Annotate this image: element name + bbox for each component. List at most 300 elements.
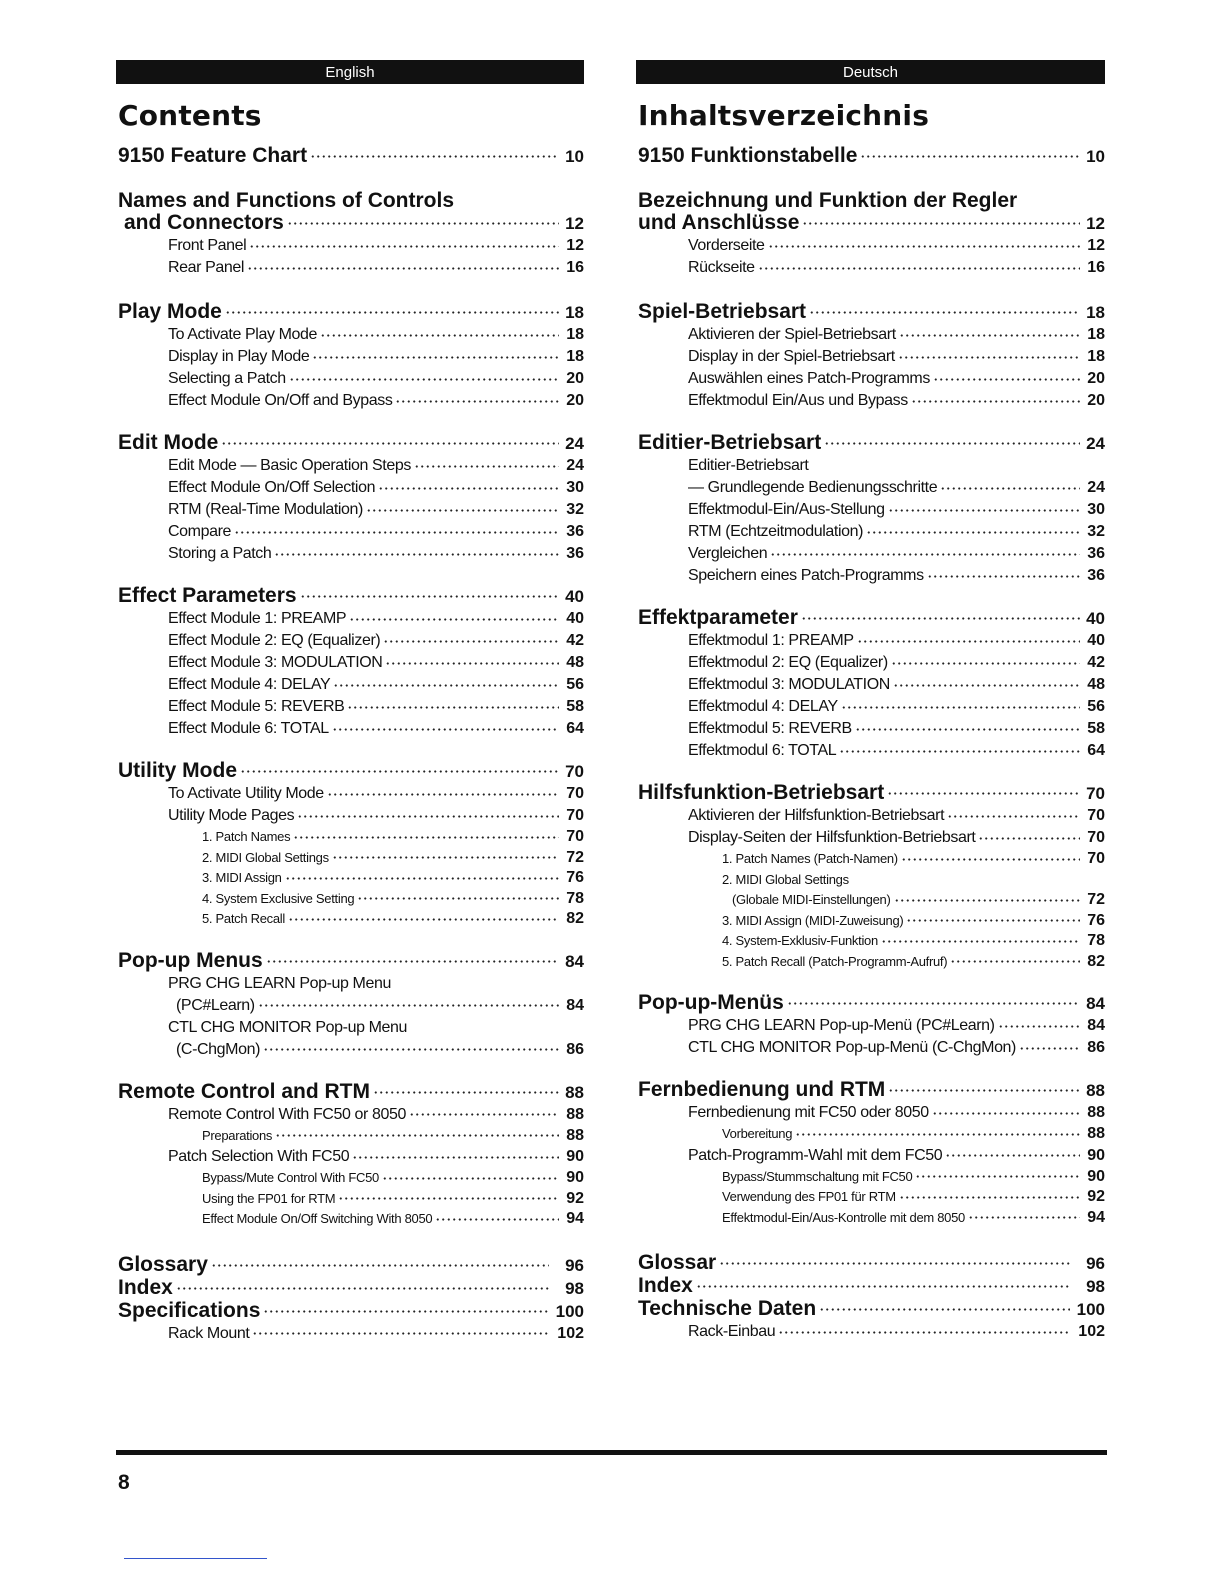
toc-entry[interactable] bbox=[636, 499, 1105, 521]
dot-leader bbox=[770, 553, 1080, 556]
toc-subentry[interactable] bbox=[636, 952, 1105, 973]
toc-section-controls bbox=[636, 190, 1105, 279]
page-ref: 70 bbox=[1086, 784, 1105, 803]
toc-entry-label: (C-ChgMon) bbox=[176, 1040, 261, 1058]
toc-entry[interactable] bbox=[116, 630, 584, 652]
dot-leader bbox=[860, 155, 1080, 158]
toc-entry[interactable] bbox=[116, 696, 584, 718]
toc-section-utility-mode bbox=[116, 760, 584, 930]
toc-subentry[interactable] bbox=[636, 1124, 1105, 1145]
toc-heading[interactable] bbox=[636, 1275, 1105, 1298]
dot-leader bbox=[819, 1308, 1070, 1311]
toc-heading[interactable] bbox=[636, 145, 1105, 168]
toc-entry[interactable] bbox=[636, 1037, 1105, 1059]
toc-entry[interactable] bbox=[636, 696, 1105, 718]
toc-subentry[interactable] bbox=[636, 849, 1105, 870]
toc-heading-title: Effect Parameters bbox=[118, 584, 297, 607]
language-label: Deutsch bbox=[842, 64, 899, 81]
dot-leader bbox=[225, 311, 559, 314]
page-ref: 82 bbox=[566, 910, 584, 927]
dot-leader bbox=[933, 378, 1080, 381]
toc-heading[interactable] bbox=[116, 212, 584, 235]
dot-leader bbox=[778, 1331, 1070, 1334]
toc-section-play-mode bbox=[116, 301, 584, 412]
page-ref: 30 bbox=[1087, 501, 1105, 518]
toc-subentry-label: 2. MIDI Global Settings bbox=[202, 849, 329, 865]
toc-subentry-label: 4. System Exclusive Setting bbox=[202, 890, 355, 906]
toc-entry[interactable] bbox=[636, 477, 1105, 499]
toc-heading[interactable] bbox=[636, 1298, 1105, 1321]
toc-heading[interactable] bbox=[636, 1252, 1105, 1275]
toc-heading-title: Utility Mode bbox=[118, 759, 237, 782]
toc-heading-title: Glossar bbox=[638, 1251, 717, 1274]
toc-subentry-label: 5. Patch Recall (Patch-Programm-Aufruf) bbox=[722, 953, 948, 969]
dot-leader bbox=[719, 1262, 1070, 1265]
toc-subentry-label: 1. Patch Names (Patch-Namen) bbox=[722, 851, 898, 866]
dot-leader bbox=[288, 918, 559, 921]
toc-entry[interactable] bbox=[116, 718, 584, 740]
dot-leader bbox=[383, 640, 559, 643]
toc-entry[interactable] bbox=[116, 1323, 584, 1345]
page-ref: 84 bbox=[565, 951, 584, 971]
dot-leader bbox=[395, 400, 559, 403]
page-ref: 92 bbox=[1087, 1188, 1105, 1205]
dot-leader bbox=[221, 442, 559, 445]
dot-leader bbox=[787, 1002, 1080, 1005]
toc-entry[interactable] bbox=[636, 565, 1105, 587]
toc-section-popup-menus bbox=[116, 950, 584, 1061]
page-ref: 20 bbox=[566, 392, 584, 409]
dot-leader bbox=[252, 1332, 549, 1335]
dot-leader bbox=[801, 617, 1080, 620]
page-ref: 100 bbox=[555, 1301, 584, 1321]
toc-section-effect-parameters bbox=[116, 585, 584, 740]
toc-entry[interactable] bbox=[116, 608, 584, 630]
page-ref: 20 bbox=[566, 370, 584, 387]
toc-entry[interactable] bbox=[116, 455, 584, 477]
dot-leader bbox=[247, 267, 559, 270]
toc-section-effect-parameters bbox=[636, 607, 1105, 762]
dot-leader bbox=[841, 706, 1080, 709]
toc-entry-label: RTM (Echtzeitmodulation) bbox=[688, 523, 864, 540]
toc-heading[interactable] bbox=[636, 301, 1105, 324]
toc-entry-label: Remote Control With FC50 or 8050 bbox=[168, 1105, 406, 1123]
toc-entry-line1[interactable]: PRG CHG LEARN Pop-up Menu bbox=[168, 974, 391, 992]
page-ref: 42 bbox=[566, 632, 584, 649]
page-ref: 88 bbox=[566, 1126, 584, 1144]
page-ref: 82 bbox=[1087, 952, 1105, 970]
dot-leader bbox=[263, 1310, 549, 1313]
link-underline bbox=[124, 1558, 267, 1559]
toc-entry[interactable] bbox=[116, 1104, 584, 1126]
dot-leader bbox=[352, 1156, 559, 1159]
toc-entry[interactable] bbox=[116, 521, 584, 543]
page-ref: 98 bbox=[565, 1278, 584, 1298]
page-ref: 18 bbox=[566, 326, 584, 343]
toc-heading-title: 9150 Feature Chart bbox=[118, 144, 308, 167]
toc-entry-label: To Activate Play Mode bbox=[168, 326, 318, 343]
page-ref: 56 bbox=[1087, 698, 1105, 715]
toc-entry[interactable] bbox=[116, 805, 584, 827]
dot-leader bbox=[893, 684, 1080, 687]
toc-entry-label: Fernbedienung mit FC50 oder 8050 bbox=[688, 1104, 929, 1121]
toc-subentry[interactable] bbox=[636, 1208, 1105, 1229]
toc-entry[interactable] bbox=[116, 543, 584, 565]
toc-entry-label: — Grundlegende Bedienungsschritte bbox=[688, 479, 938, 496]
toc-heading[interactable] bbox=[116, 145, 584, 168]
language-header-bar bbox=[636, 60, 1105, 84]
toc-subentry-label: Bypass/Stummschaltung mit FC50 bbox=[722, 1168, 913, 1184]
toc-entry-label: Vergleichen bbox=[688, 545, 768, 562]
language-header-bar bbox=[116, 60, 584, 84]
toc-heading-line1[interactable]: Names and Functions of Controls bbox=[118, 189, 455, 212]
toc-subentry-label: Effect Module On/Off Switching With 8050 bbox=[202, 1211, 433, 1226]
dot-leader bbox=[176, 1287, 549, 1290]
dot-leader bbox=[274, 553, 559, 556]
toc-entry[interactable] bbox=[636, 827, 1105, 849]
page-ref: 64 bbox=[1087, 742, 1105, 759]
toc-section-remote-control bbox=[116, 1081, 584, 1230]
dot-leader bbox=[289, 378, 559, 381]
toc-entry[interactable] bbox=[636, 543, 1105, 565]
toc-entry[interactable] bbox=[636, 390, 1105, 412]
toc-entry[interactable] bbox=[636, 630, 1105, 652]
page-ref: 24 bbox=[1087, 479, 1105, 496]
toc-subentry-label: 3. MIDI Assign bbox=[202, 870, 282, 885]
toc-entry-label: Effect Module On/Off and Bypass bbox=[168, 392, 393, 409]
page-ref: 40 bbox=[1087, 632, 1105, 649]
page-ref: 32 bbox=[1087, 523, 1105, 540]
toc-entry[interactable] bbox=[116, 674, 584, 696]
toc-subentry[interactable] bbox=[636, 890, 1105, 911]
page-ref: 36 bbox=[1087, 545, 1105, 562]
toc-entry-label: Patch Selection With FC50 bbox=[168, 1148, 350, 1165]
dot-leader bbox=[1019, 1047, 1080, 1050]
toc-subentry-label: Preparations bbox=[202, 1127, 273, 1143]
page-ref: 16 bbox=[1087, 259, 1105, 276]
toc-entry[interactable] bbox=[116, 390, 584, 412]
toc-entry-label: Effect Module 6: TOTAL bbox=[168, 720, 329, 737]
toc-entry-label: Speichern eines Patch-Programms bbox=[688, 567, 924, 584]
toc-entry-label: Effektmodul-Ein/Aus-Stellung bbox=[688, 501, 885, 518]
toc-subentry[interactable] bbox=[116, 827, 584, 848]
dot-leader bbox=[866, 531, 1080, 534]
toc-entry-label: Display-Seiten der Hilfsfunktion-Betriebsart bbox=[688, 829, 976, 846]
toc-heading[interactable] bbox=[116, 1277, 584, 1300]
page-ref: 32 bbox=[566, 501, 584, 518]
dot-leader bbox=[795, 1133, 1080, 1136]
dot-leader bbox=[357, 897, 559, 900]
toc-section-controls bbox=[116, 190, 584, 279]
page-ref: 88 bbox=[565, 1082, 584, 1102]
page-number: 8 bbox=[118, 1471, 130, 1494]
toc-heading-title: Technische Daten bbox=[638, 1297, 817, 1320]
toc-entry[interactable] bbox=[116, 346, 584, 368]
toc-section-feature-chart bbox=[636, 145, 1105, 168]
dot-leader bbox=[901, 858, 1080, 861]
dot-leader bbox=[824, 442, 1080, 445]
toc-heading[interactable] bbox=[636, 212, 1105, 235]
toc-entry[interactable] bbox=[116, 368, 584, 390]
toc-heading[interactable] bbox=[636, 992, 1105, 1015]
page-ref: 70 bbox=[1087, 829, 1105, 846]
toc-entry[interactable] bbox=[116, 235, 584, 257]
page-ref: 12 bbox=[1087, 237, 1105, 254]
dot-leader bbox=[881, 940, 1080, 943]
page-ref: 90 bbox=[566, 1169, 584, 1186]
page-ref: 18 bbox=[1087, 348, 1105, 365]
toc-entry-label: Effektmodul 6: TOTAL bbox=[688, 742, 837, 759]
page-ref: 72 bbox=[1087, 891, 1105, 908]
toc-entry[interactable] bbox=[116, 477, 584, 499]
dot-leader bbox=[378, 487, 559, 490]
page-ref: 48 bbox=[1087, 676, 1105, 693]
page-ref: 84 bbox=[1086, 994, 1105, 1013]
page-ref: 24 bbox=[1086, 434, 1105, 453]
toc-entry[interactable] bbox=[636, 1145, 1105, 1167]
dot-leader bbox=[887, 792, 1080, 795]
toc-entry[interactable] bbox=[636, 674, 1105, 696]
toc-subentry[interactable] bbox=[116, 848, 584, 869]
toc-heading[interactable] bbox=[116, 1254, 584, 1277]
toc-subentry[interactable] bbox=[636, 1167, 1105, 1188]
page-ref: 102 bbox=[1078, 1323, 1105, 1340]
toc-entry-label: (PC#Learn) bbox=[176, 996, 255, 1014]
toc-heading[interactable] bbox=[116, 301, 584, 324]
dot-leader bbox=[338, 1197, 559, 1200]
dot-leader bbox=[349, 618, 559, 621]
toc-entry-label: Aktivieren der Hilfsfunktion-Betriebsart bbox=[688, 807, 945, 824]
page-ref: 20 bbox=[1087, 392, 1105, 409]
toc-entry[interactable] bbox=[636, 521, 1105, 543]
page-ref: 94 bbox=[1087, 1208, 1105, 1226]
toc-entry-label: Effektmodul 1: PREAMP bbox=[688, 632, 854, 649]
toc-heading[interactable] bbox=[116, 432, 584, 455]
toc-heading[interactable] bbox=[116, 585, 584, 608]
toc-subentry-label: 1. Patch Names bbox=[202, 829, 291, 844]
toc-subentry-label: 4. System-Exklusiv-Funktion bbox=[722, 933, 878, 948]
dot-leader bbox=[234, 531, 559, 534]
toc-entry-label: Effektmodul Ein/Aus und Bypass bbox=[688, 392, 908, 409]
dot-leader bbox=[409, 1113, 559, 1116]
page-ref: 36 bbox=[1087, 567, 1105, 584]
dot-leader bbox=[435, 1218, 559, 1221]
toc-subentry[interactable] bbox=[116, 1209, 584, 1230]
dot-leader bbox=[978, 837, 1080, 840]
toc-subentry[interactable] bbox=[116, 868, 584, 889]
toc-entry[interactable] bbox=[636, 652, 1105, 674]
page-ref: 84 bbox=[1087, 1017, 1105, 1034]
toc-entry-label: Patch-Programm-Wahl mit dem FC50 bbox=[688, 1146, 943, 1164]
page-ref: 16 bbox=[566, 259, 584, 276]
toc-entry[interactable] bbox=[116, 257, 584, 279]
language-label: English bbox=[325, 64, 375, 81]
dot-leader bbox=[911, 400, 1080, 403]
dot-leader bbox=[940, 487, 1080, 490]
dot-leader bbox=[385, 662, 559, 665]
toc-subentry-label: Vorbereitung bbox=[722, 1126, 793, 1141]
dot-leader bbox=[802, 222, 1080, 225]
page-ref: 70 bbox=[566, 828, 584, 845]
toc-subentry[interactable] bbox=[636, 911, 1105, 932]
dot-leader bbox=[899, 1196, 1080, 1199]
page-ref: 64 bbox=[566, 720, 584, 737]
toc-entry[interactable] bbox=[116, 324, 584, 346]
page-ref: 18 bbox=[566, 348, 584, 365]
toc-entry-label: Effect Module 5: REVERB bbox=[168, 698, 345, 715]
page-ref: 88 bbox=[566, 1105, 584, 1123]
page-ref: 96 bbox=[1086, 1254, 1105, 1273]
page-ref: 90 bbox=[566, 1148, 584, 1165]
toc-heading-title: Editier-Betriebsart bbox=[638, 431, 822, 454]
toc-entry[interactable] bbox=[636, 257, 1105, 279]
page-ref: 70 bbox=[1087, 807, 1105, 824]
toc-subentry[interactable] bbox=[116, 909, 584, 930]
toc-entry-label: Effektmodul 4: DELAY bbox=[688, 698, 838, 715]
dot-leader bbox=[414, 465, 559, 468]
toc-heading-title: Effektparameter bbox=[638, 606, 798, 629]
toc-entry-label: Utility Mode Pages bbox=[168, 807, 295, 824]
toc-entry[interactable] bbox=[636, 346, 1105, 368]
toc-entry[interactable] bbox=[636, 740, 1105, 762]
toc-entry[interactable] bbox=[116, 1039, 584, 1061]
toc-entry[interactable] bbox=[116, 995, 584, 1017]
toc-subentry[interactable] bbox=[116, 1126, 584, 1147]
toc-subentry[interactable] bbox=[116, 889, 584, 910]
page-ref: 98 bbox=[1086, 1277, 1105, 1296]
toc-entry[interactable] bbox=[636, 718, 1105, 740]
dot-leader bbox=[332, 856, 559, 859]
page-ref: 96 bbox=[565, 1255, 584, 1275]
toc-subentry-label: (Globale MIDI-Einstellungen) bbox=[732, 892, 891, 907]
toc-heading-line1[interactable]: Bezeichnung und Funktion der Regler bbox=[638, 189, 1018, 212]
toc-entry-label: RTM (Real-Time Modulation) bbox=[168, 501, 363, 518]
page-ref: 70 bbox=[566, 785, 584, 802]
dot-leader bbox=[696, 1285, 1070, 1288]
toc-entry[interactable] bbox=[116, 652, 584, 674]
page-ref: 24 bbox=[565, 434, 584, 453]
toc-entry[interactable] bbox=[636, 324, 1105, 346]
dot-leader bbox=[855, 728, 1080, 731]
page-ref: 58 bbox=[566, 698, 584, 715]
toc-heading[interactable] bbox=[636, 432, 1105, 455]
toc-entry-label: PRG CHG LEARN Pop-up-Menü (PC#Learn) bbox=[688, 1017, 995, 1034]
toc-heading[interactable] bbox=[116, 1300, 584, 1323]
toc-heading[interactable] bbox=[636, 607, 1105, 630]
page-ref: 40 bbox=[1086, 609, 1105, 628]
toc-heading[interactable] bbox=[116, 760, 584, 783]
page-ref: 36 bbox=[566, 523, 584, 540]
dot-leader bbox=[857, 640, 1080, 643]
page-ref: 102 bbox=[557, 1324, 584, 1342]
toc-entry-label: Rear Panel bbox=[168, 259, 245, 276]
toc-entry[interactable] bbox=[636, 1102, 1105, 1124]
dot-leader bbox=[998, 1025, 1080, 1028]
toc-entry[interactable] bbox=[116, 499, 584, 521]
toc-subentry[interactable] bbox=[636, 1187, 1105, 1208]
toc-subentry-line1[interactable]: 2. MIDI Global Settings bbox=[722, 871, 849, 887]
dot-leader bbox=[300, 595, 559, 598]
toc-heading-title: Hilfsfunktion-Betriebsart bbox=[638, 781, 885, 804]
toc-subentry[interactable] bbox=[116, 1168, 584, 1189]
dot-leader bbox=[906, 919, 1080, 922]
page-ref: 18 bbox=[1086, 303, 1105, 322]
toc-subentry[interactable] bbox=[116, 1189, 584, 1210]
toc-entry[interactable] bbox=[636, 805, 1105, 827]
dot-leader bbox=[945, 1154, 1080, 1157]
toc-section-feature-chart bbox=[116, 145, 584, 168]
toc-heading-title: Pop-up Menus bbox=[118, 948, 263, 972]
dot-leader bbox=[373, 1091, 559, 1094]
dot-leader bbox=[839, 750, 1080, 753]
dot-leader bbox=[266, 960, 559, 963]
dot-leader bbox=[768, 245, 1080, 248]
page-ref: 88 bbox=[1086, 1081, 1105, 1100]
toc-subentry[interactable] bbox=[636, 931, 1105, 952]
dot-leader bbox=[211, 1264, 549, 1267]
toc-section-utility-mode bbox=[636, 782, 1105, 972]
toc-subentry-label: Effektmodul-Ein/Aus-Kontrolle mit dem 8050 bbox=[722, 1209, 965, 1225]
page-ref: 40 bbox=[565, 587, 584, 606]
dot-leader bbox=[809, 311, 1080, 314]
toc-entry-label: Effektmodul 2: EQ (Equalizer) bbox=[688, 654, 888, 671]
toc-entry[interactable] bbox=[636, 235, 1105, 257]
toc-entry-label: Display in Play Mode bbox=[168, 348, 310, 365]
toc-heading[interactable] bbox=[116, 950, 584, 973]
page-ref: 70 bbox=[565, 762, 584, 781]
toc-entry-line1[interactable]: CTL CHG MONITOR Pop-up Menu bbox=[168, 1018, 408, 1036]
toc-heading[interactable] bbox=[116, 1081, 584, 1104]
toc-heading[interactable] bbox=[636, 1079, 1105, 1102]
toc-section-play-mode bbox=[636, 301, 1105, 412]
footer-rule bbox=[116, 1450, 1107, 1455]
toc-heading-title: Fernbedienung und RTM bbox=[638, 1078, 886, 1101]
toc-entry[interactable] bbox=[116, 1146, 584, 1168]
toc-entry-label: Effektmodul 5: REVERB bbox=[688, 720, 852, 737]
dot-leader bbox=[347, 706, 559, 709]
contents-title: Inhaltsverzeichnis bbox=[638, 99, 930, 132]
toc-entry-label: Effect Module 2: EQ (Equalizer) bbox=[168, 632, 381, 649]
page-ref: 100 bbox=[1076, 1300, 1105, 1319]
page-ref: 86 bbox=[566, 1040, 584, 1058]
page-ref: 84 bbox=[566, 996, 584, 1014]
page-ref: 12 bbox=[566, 237, 584, 254]
dot-leader bbox=[258, 1004, 559, 1007]
toc-entry-label: Display in der Spiel-Betriebsart bbox=[688, 348, 895, 365]
toc-heading[interactable] bbox=[636, 782, 1105, 805]
toc-entry-line1[interactable]: Editier-Betriebsart bbox=[688, 457, 809, 474]
page-ref: 76 bbox=[1087, 911, 1105, 929]
page-ref: 10 bbox=[565, 147, 584, 166]
toc-entry-label: Edit Mode — Basic Operation Steps bbox=[168, 457, 411, 474]
toc-entry-label: Effect Module 4: DELAY bbox=[168, 676, 331, 693]
toc-entry[interactable] bbox=[116, 783, 584, 805]
toc-entry-label: Rack Mount bbox=[168, 1324, 250, 1342]
dot-leader bbox=[366, 509, 559, 512]
page-ref: 18 bbox=[565, 303, 584, 322]
toc-entry[interactable] bbox=[636, 368, 1105, 390]
page-ref: 88 bbox=[1087, 1104, 1105, 1121]
toc-entry[interactable] bbox=[636, 1321, 1105, 1343]
toc-subentry-label: Verwendung des FP01 für RTM bbox=[722, 1189, 896, 1204]
toc-entry-label: Front Panel bbox=[168, 237, 247, 254]
dot-leader bbox=[891, 662, 1080, 665]
contents-title: Contents bbox=[118, 99, 262, 132]
toc-section-edit-mode bbox=[636, 432, 1105, 587]
dot-leader bbox=[927, 575, 1080, 578]
toc-entry[interactable] bbox=[636, 1015, 1105, 1037]
toc-heading-title: und Anschlüsse bbox=[638, 211, 800, 234]
